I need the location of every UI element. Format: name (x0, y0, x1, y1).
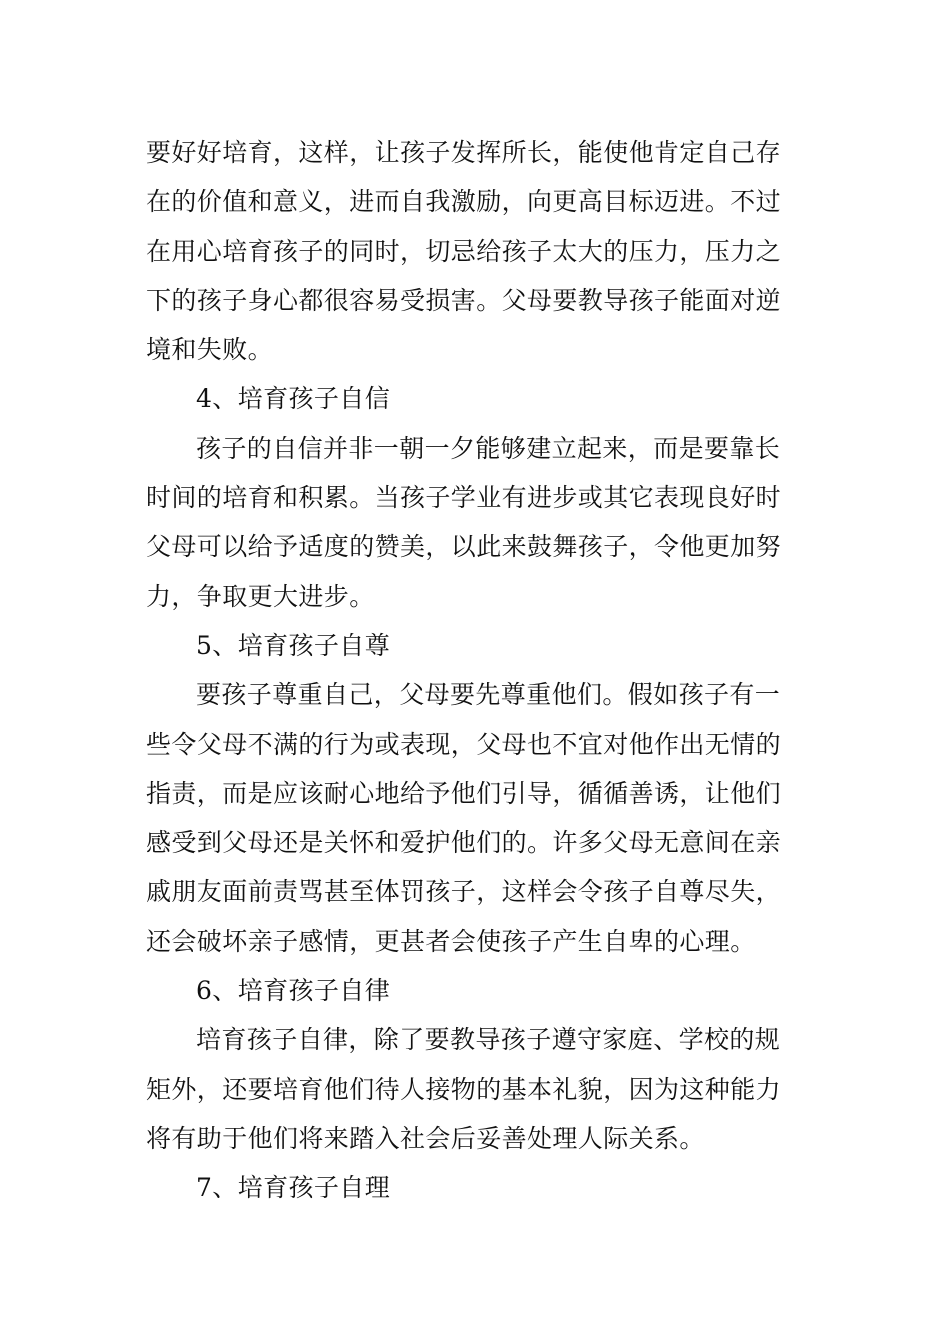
paragraph-line: 父母可以给予适度的赞美，以此来鼓舞孩子，令他更加努 (146, 532, 782, 562)
paragraph-line: 矩外，还要培育他们待人接物的基本礼貌，因为这种能力 (146, 1074, 782, 1104)
section-heading: 5、培育孩子自尊 (196, 630, 391, 660)
document-page (146, 128, 806, 1213)
section-heading: 6、培育孩子自律 (196, 976, 391, 1006)
paragraph-line: 在用心培育孩子的同时，切忌给孩子太大的压力，压力之 (146, 236, 782, 266)
paragraph-line: 孩子的自信并非一朝一夕能够建立起来，而是要靠长 (196, 433, 781, 463)
paragraph-line: 指责，而是应该耐心地给予他们引导，循循善诱，让他们 (146, 778, 782, 808)
paragraph-line: 要好好培育，这样，让孩子发挥所长，能使他肯定自己存 (146, 138, 782, 167)
paragraph-line: 境和失败。 (146, 335, 274, 365)
paragraph-line: 培育孩子自律，除了要教导孩子遵守家庭、学校的规 (196, 1025, 781, 1055)
paragraph-line: 要孩子尊重自己，父母要先尊重他们。假如孩子有一 (196, 680, 781, 710)
paragraph-line: 下的孩子身心都很容易受损害。父母要教导孩子能面对逆 (146, 285, 782, 315)
section-heading: 4、培育孩子自信 (196, 384, 391, 414)
paragraph-line: 戚朋友面前责骂甚至体罚孩子，这样会令孩子自尊尽失， (146, 877, 782, 907)
paragraph-line: 将有助于他们将来踏入社会后妥善处理人际关系。 (146, 1123, 705, 1153)
paragraph-line: 还会破坏亲子感情，更甚者会使孩子产生自卑的心理。 (146, 926, 756, 956)
paragraph-line: 时间的培育和积累。当孩子学业有进步或其它表现良好时 (146, 483, 782, 513)
section-heading: 7、培育孩子自理 (196, 1173, 391, 1203)
paragraph-line: 在的价值和意义，进而自我激励，向更高目标迈进。不过 (146, 187, 782, 217)
paragraph-line: 力，争取更大进步。 (146, 581, 375, 611)
paragraph-line: 感受到父母还是关怀和爱护他们的。许多父母无意间在亲 (146, 828, 782, 858)
paragraph-line: 些令父母不满的行为或表现，父母也不宜对他作出无情的 (146, 729, 782, 759)
